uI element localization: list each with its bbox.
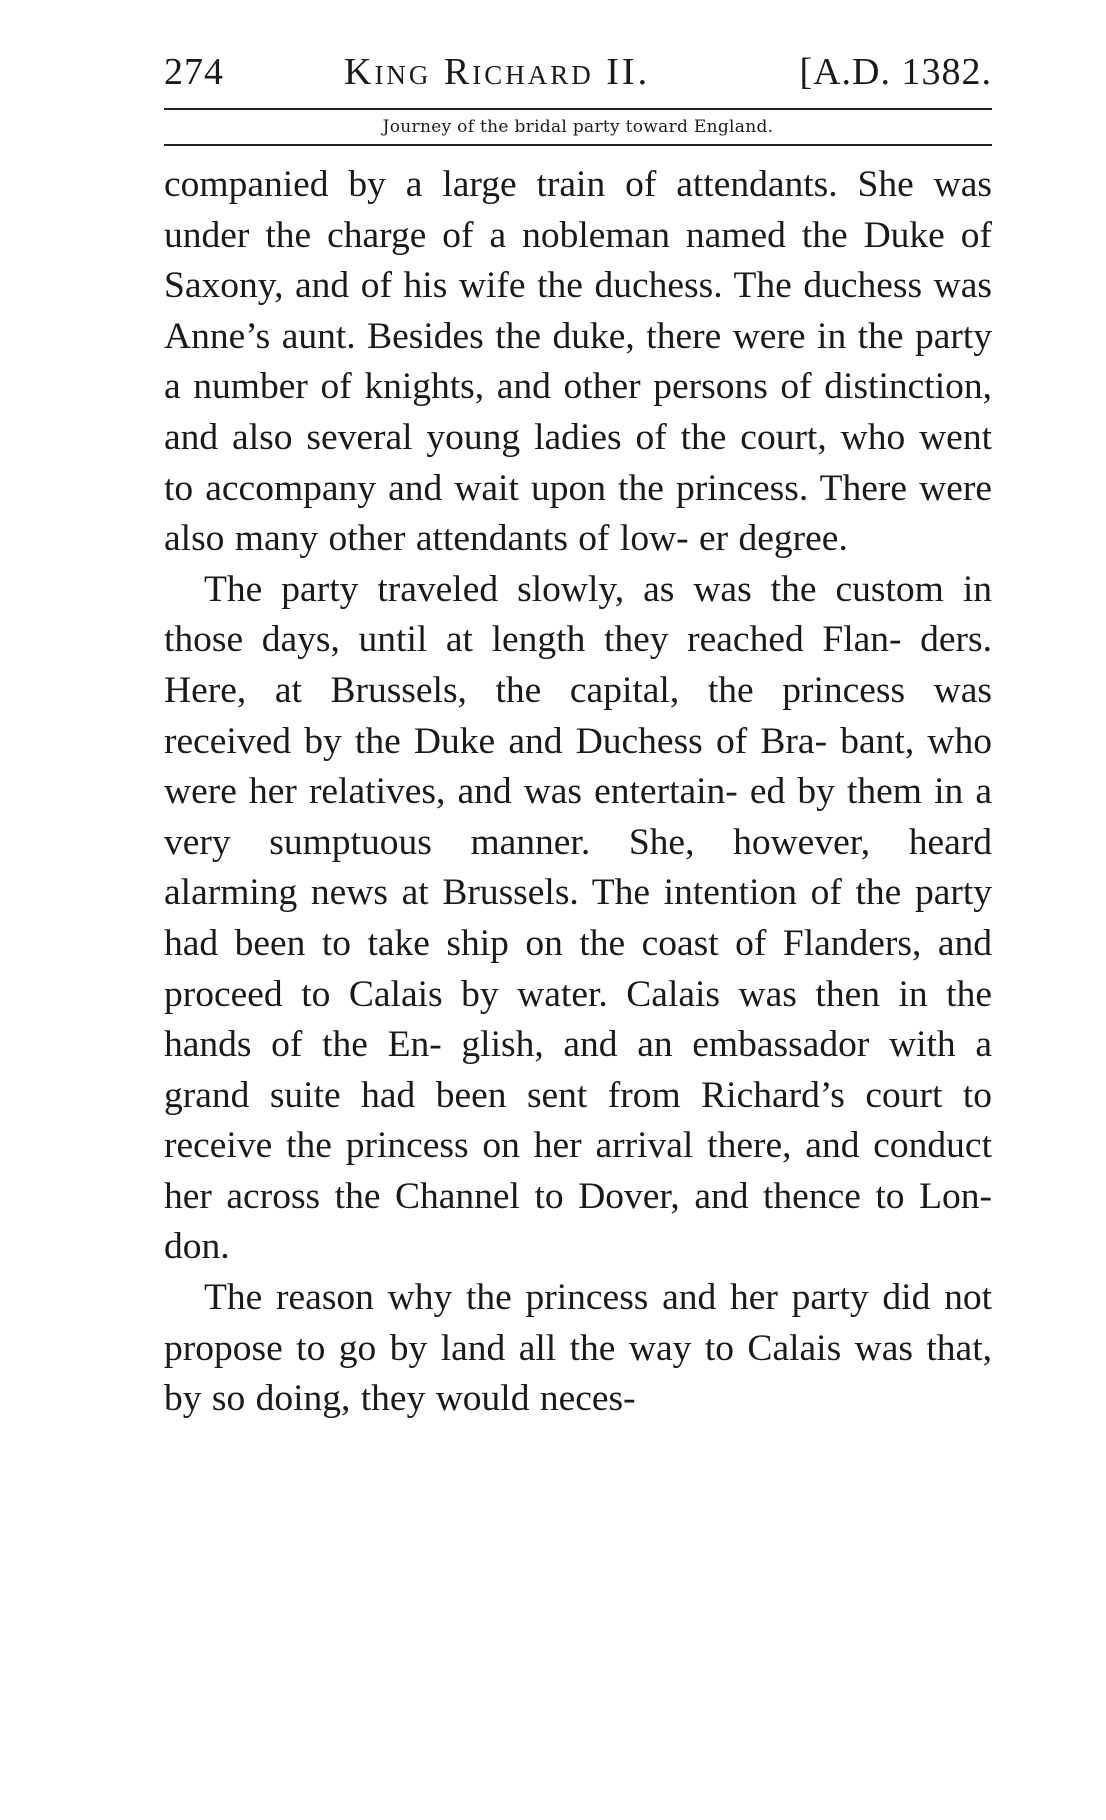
page-number: 274 (164, 51, 224, 93)
book-page (164, 44, 992, 1425)
running-head (164, 44, 992, 100)
header-rule-bottom (164, 144, 992, 146)
paragraph-1: companied by a large train of attendants. She was under the charge of a nobleman named the Duke of Saxony, and of his wife the duchess. The duchess was Anne’s aunt. Besides the duke, there were in the party a number of knights, and other persons of distinction, and also several young ladies of the court, who went to accompany and wait upon the princess. There were also many other attendants of low- er degree. (164, 164, 992, 560)
paragraph-3: The reason why the princess and her party did not propose to go by land all the way to Calais was that, by so doing, they would neces- (164, 1277, 992, 1420)
book-title: King Richard II. (344, 51, 651, 93)
body-text (164, 160, 992, 1425)
date-range: [A.D. 1382. (799, 51, 992, 93)
chapter-subheading: Journey of the bridal party toward England. (382, 117, 774, 137)
paragraph-2: The party traveled slowly, as was the custom in those days, until at length they reached Flan- ders. Here, at Brussels, the capital, the princess was received by the Duke and Duchess of Bra- bant, who were her relatives, and was entertain- ed by them in a very sumptuous manner. She, however, heard alarming news at Brussels. The intention of the party had been to take ship on the coast of Flanders, and proceed to Calais by water. Calais was then in the hands of the En- glish, and an embassador with a grand suite had been sent from Richard’s court to receive the princess on her arrival there, and conduct her across the Channel to Dover, and thence to Lon- don. (164, 568, 992, 1268)
